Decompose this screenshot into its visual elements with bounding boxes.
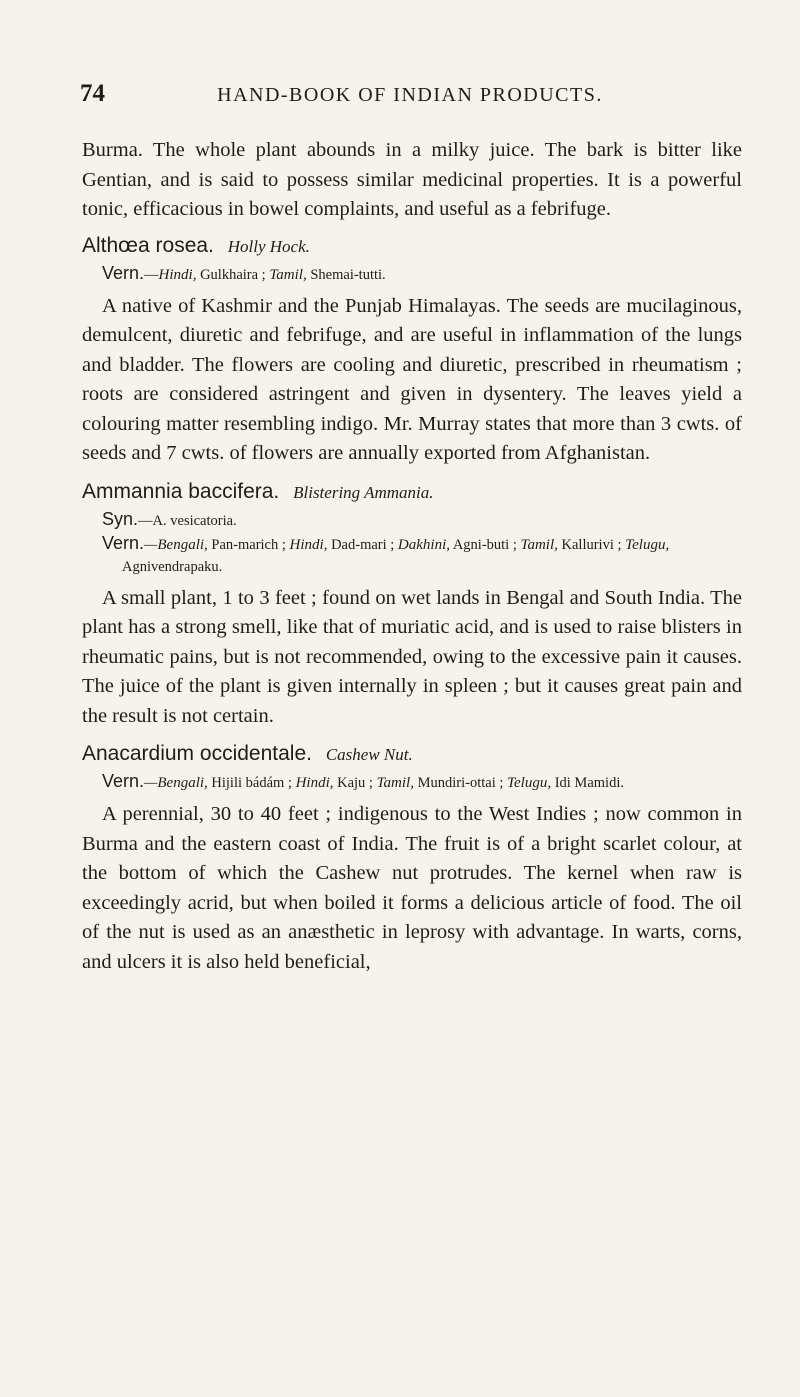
botanical-name: Ammannia baccifera. bbox=[82, 479, 280, 503]
lang-label: Tamil, bbox=[520, 536, 558, 553]
lang-label: Dakhini, bbox=[397, 536, 450, 553]
lang-label: Hindi, bbox=[158, 266, 197, 283]
entry-heading-ammannia bbox=[82, 477, 742, 508]
common-name: Cashew Nut. bbox=[325, 745, 413, 764]
page-header bbox=[80, 80, 740, 114]
vern-name: Mundiri-ottai ; bbox=[417, 775, 504, 791]
running-head: HAND-BOOK OF INDIAN PRODUCTS. bbox=[217, 84, 603, 106]
syn-label: Syn. bbox=[102, 508, 139, 529]
botanical-name: Anacardium occidentale. bbox=[82, 742, 312, 765]
vern-name: Dad-mari ; bbox=[331, 536, 395, 553]
lang-label: —Bengali, bbox=[144, 775, 208, 791]
vern-name: Idi Mamidi. bbox=[554, 775, 624, 791]
vern-name: Agnivendrapaku. bbox=[122, 558, 223, 575]
entry-heading-althaea bbox=[82, 231, 742, 262]
description-anacardium: A perennial, 30 to 40 feet ; indigenous to the West Indies ; now common in Burma and the eastern coast of India. The fruit is of a bright scarlet colour, at the bottom of which the Cashew nut protrudes. The kernel when raw is exceedingly acrid, but when boiled it forms a delicious article of food. The oil of the nut is used as an anæsthetic in leprosy with advantage. In warts, corns, and ulcers it is also held beneficial, bbox=[82, 803, 742, 973]
vern-name: Shemai-tutti. bbox=[310, 266, 386, 283]
common-name: Holly Hock. bbox=[227, 236, 310, 256]
entry-heading-anacardium bbox=[82, 739, 742, 770]
lang-label: Hindi, bbox=[289, 536, 328, 553]
botanical-name: Althœa rosea. bbox=[82, 233, 214, 257]
lang-label: Tamil, bbox=[269, 266, 307, 283]
vern-name: Kaju ; bbox=[337, 775, 373, 791]
lang-label: Telugu, bbox=[507, 775, 552, 791]
page-number: 74 bbox=[80, 80, 105, 107]
vern-label: Vern. bbox=[102, 771, 145, 791]
vern-name: Gulkhaira ; bbox=[200, 266, 266, 283]
vern-name: Pan-marich ; bbox=[211, 536, 286, 553]
vern-dash: — bbox=[144, 266, 159, 283]
lang-label: —Bengali, bbox=[144, 536, 208, 553]
lang-label: Hindi, bbox=[295, 775, 334, 791]
intro-paragraph: Burma. The whole plant abounds in a milky juice. The bark is bitter like Gentian, and is said to possess similar medicinal properties. It is a powerful tonic, efficacious in bowel complaints, and useful as a febrifuge. bbox=[82, 139, 742, 220]
vern-name: Hijili bádám ; bbox=[211, 775, 292, 791]
vern-label: Vern. bbox=[102, 532, 145, 553]
lang-label: Tamil, bbox=[376, 775, 414, 791]
description-ammannia: A small plant, 1 to 3 feet ; found on wet lands in Bengal and South India. The plant has a strong smell, like that of muriatic acid, and is used to raise blisters in rheumatic pains, but is not recommended, owing to the excessive pain it causes. The juice of the plant is given internally in spleen ; but it causes great pain and the result is not certain. bbox=[82, 586, 742, 727]
syn-text: —A. vesicatoria. bbox=[138, 512, 237, 529]
vern-name: Agni-buti ; bbox=[452, 536, 517, 553]
body-text bbox=[82, 136, 742, 977]
description-althaea: A native of Kashmir and the Punjab Himalayas. The seeds are mucilaginous, demulcent, diuretic and febrifuge, and are useful in inflammation of the lungs and bladder. The flowers are cooling and diuretic, prescribed in rheumatism ; roots are considered astringent and given in dysentery. The leaves yield a colouring matter resembling indigo. Mr. Murray states that more than 3 cwts. of seeds and 7 cwts. of flowers are annually exported from Afghanistan. bbox=[82, 294, 742, 464]
vernacular-names-althaea bbox=[102, 262, 742, 286]
synonym-ammannia bbox=[102, 508, 742, 532]
common-name: Blistering Ammania. bbox=[293, 482, 434, 502]
vernacular-names-ammannia bbox=[102, 532, 742, 578]
vern-name: Kallurivi ; bbox=[561, 536, 622, 553]
vern-label: Vern. bbox=[102, 262, 145, 283]
vernacular-names-anacardium bbox=[102, 770, 742, 794]
lang-label: Telugu, bbox=[625, 536, 670, 553]
